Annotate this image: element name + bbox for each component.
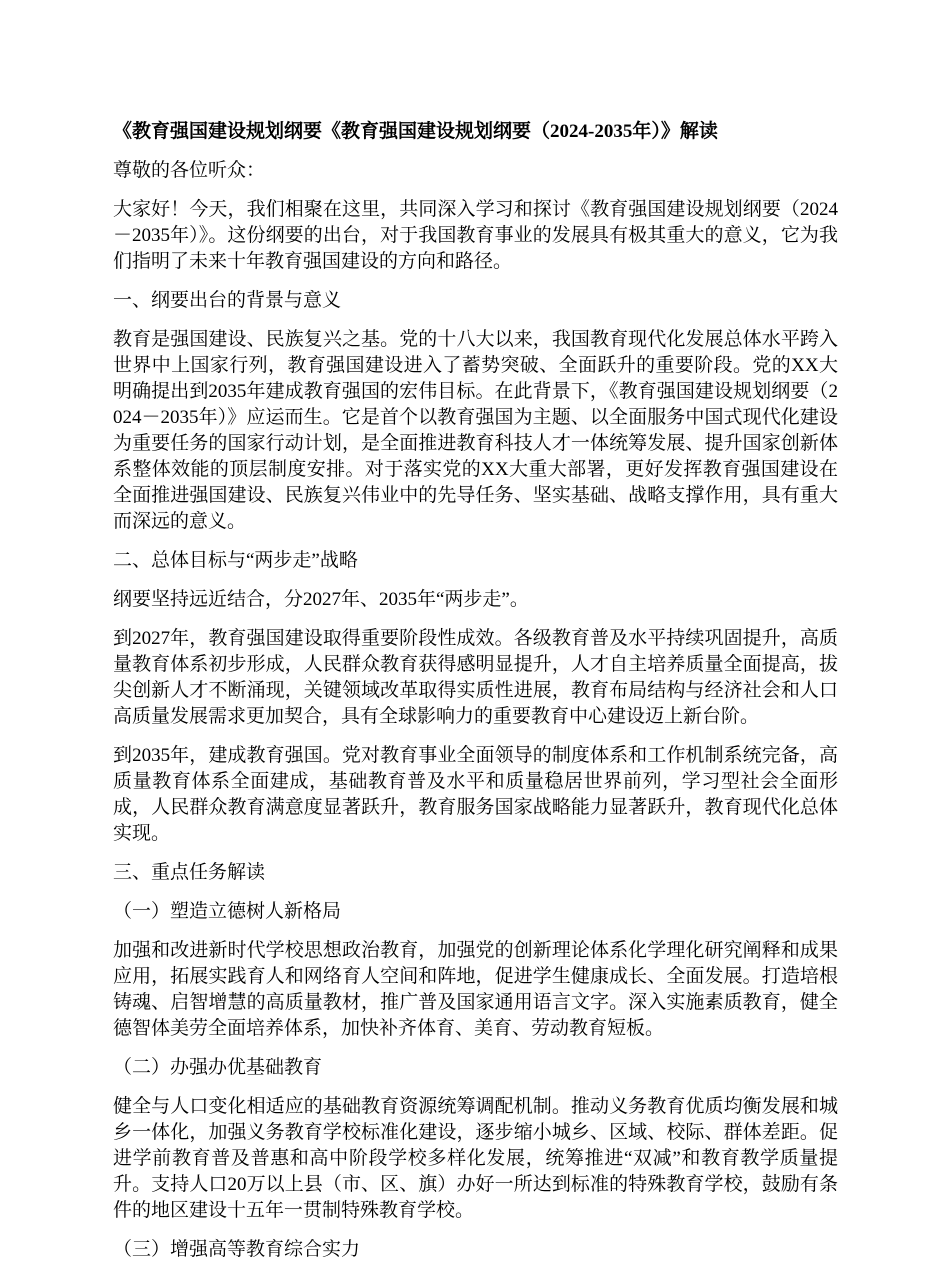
document-title: 《教育强国建设规划纲要《教育强国建设规划纲要（2024-2035年）》解读 <box>113 121 718 142</box>
salutation-line: 尊敬的各位听众： <box>113 160 266 181</box>
intro-paragraph: 大家好！今天，我们相聚在这里，共同深入学习和探讨《教育强国建设规划纲要（2024－2035年）》。这份纲要的出台，对于我国教育事业的发展具有极其重大的意义，它为我们指明了未来十年教育强国建设的方向和路径。 <box>113 199 838 272</box>
section-2-paragraph-2: 到2027年，教育强国建设取得重要阶段性成效。各级教育普及水平持续巩固提升，高质量教育体系初步形成，人民群众教育获得感明显提升，人才自主培养质量全面提高，拔尖创新人才不断涌现，关键领域改革取得实质性进展，教育布局结构与经济社会和人口高质量发展需求更加契合，具有全球影响力的重要教育中心建设迈上新台阶。 <box>113 628 838 727</box>
section-1-paragraph: 教育是强国建设、民族复兴之基。党的十八大以来，我国教育现代化发展总体水平跨入世界中上国家行列，教育强国建设进入了蓄势突破、全面跃升的重要阶段。党的XX大明确提出到2035年建成教育强国的宏伟目标。在此背景下，《教育强国建设规划纲要（2024－2035年）》应运而生。它是首个以教育强国为主题、以全面服务中国式现代化建设为重要任务的国家行动计划，是全面推进教育科技人才一体统筹发展、提升国家创新体系整体效能的顶层制度安排。对于落实党的XX大重大部署，更好发挥教育强国建设在全面推进强国建设、民族复兴伟业中的先导任务、坚实基础、战略支撑作用，具有重大而深远的意义。 <box>113 329 838 532</box>
subsection-heading-3-1: （一）塑造立德树人新格局 <box>113 901 342 922</box>
section-heading-3: 三、重点任务解读 <box>113 862 266 883</box>
subsection-heading-3-3: （三）增强高等教育综合实力 <box>113 1239 361 1260</box>
section-2-paragraph-3: 到2035年，建成教育强国。党对教育事业全面领导的制度体系和工作机制系统完备，高质量教育体系全面建成，基础教育普及水平和质量稳居世界前列，学习型社会全面形成，人民群众教育满意度显著跃升，教育服务国家战略能力显著跃升，教育现代化总体实现。 <box>113 745 838 844</box>
subsection-3-1-paragraph: 加强和改进新时代学校思想政治教育，加强党的创新理论体系化学理化研究阐释和成果应用，拓展实践育人和网络育人空间和阵地，促进学生健康成长、全面发展。打造培根铸魂、启智增慧的高质量教材，推广普及国家通用语言文字。深入实施素质教育，健全德智体美劳全面培养体系，加快补齐体育、美育、劳动教育短板。 <box>113 940 838 1039</box>
subsection-3-2-paragraph: 健全与人口变化相适应的基础教育资源统筹调配机制。推动义务教育优质均衡发展和城乡一体化，加强义务教育学校标准化建设，逐步缩小城乡、区域、校际、群体差距。促进学前教育普及普惠和高中阶段学校多样化发展，统筹推进“双减”和教育教学质量提升。支持人口20万以上县（市、区、旗）办好一所达到标准的特殊教育学校，鼓励有条件的地区建设十五年一贯制特殊教育学校。 <box>113 1096 838 1221</box>
section-heading-1: 一、纲要出台的背景与意义 <box>113 290 342 311</box>
section-2-paragraph-1: 纲要坚持远近结合，分2027年、2035年“两步走”。 <box>113 589 529 610</box>
section-heading-2: 二、总体目标与“两步走”战略 <box>113 550 358 571</box>
subsection-heading-3-2: （二）办强办优基础教育 <box>113 1057 323 1078</box>
